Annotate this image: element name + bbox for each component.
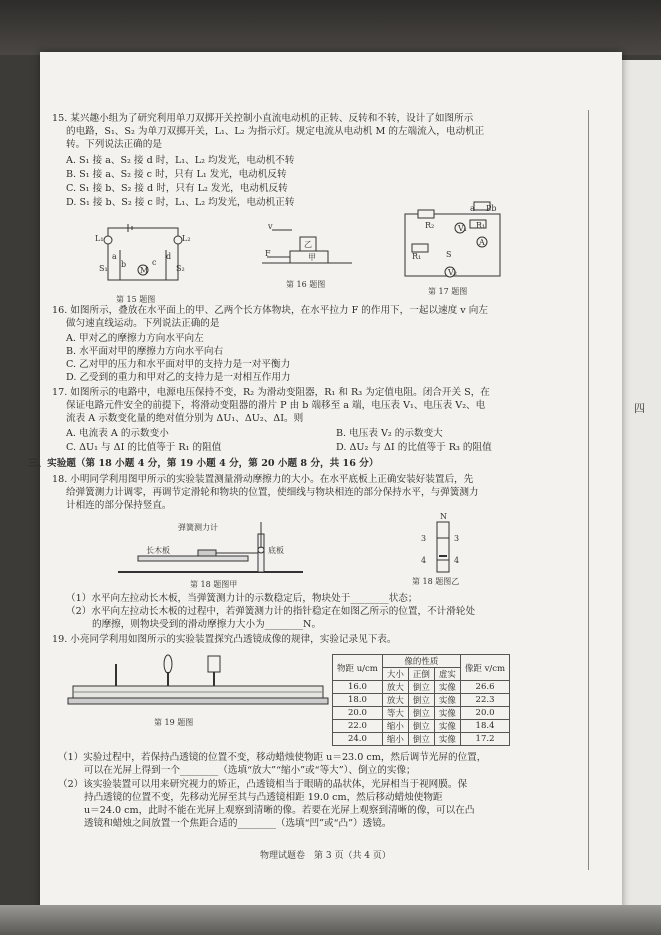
q19-data-table bbox=[332, 654, 510, 746]
q17-option-d: D. ΔU₂ 与 ΔI 的比值等于 R₃ 的阻值 bbox=[336, 442, 492, 453]
fig18b-label-n: N bbox=[440, 512, 447, 521]
q17-line3: 流表 A 示数变化量的绝对值分别为 ΔU₁、ΔU₂、ΔI。则 bbox=[66, 413, 304, 424]
fig15-label-s2: S₂ bbox=[176, 264, 185, 273]
fig17-label-a: a bbox=[470, 204, 475, 213]
page-binding-line bbox=[588, 110, 589, 870]
fig17-caption: 第 17 题图 bbox=[428, 287, 468, 296]
q17-line1: 17. 如图所示的电路中，电源电压保持不变，R₂ 为滑动变阻器，R₁ 和 R₃ 为定值电阻。闭合开关 S，在 bbox=[52, 387, 490, 398]
photo-shadow-bottom bbox=[0, 905, 661, 935]
table-row bbox=[333, 720, 510, 733]
fig15-label-m: M bbox=[140, 266, 149, 275]
fig18b-tick-4-right: 4 bbox=[454, 556, 460, 565]
table-header-size: 大小 bbox=[382, 668, 408, 681]
fig18b-caption: 第 18 题图乙 bbox=[412, 577, 460, 586]
fig18b-tick-3-left: 3 bbox=[421, 534, 427, 543]
q16-option-a: A. 甲对乙的摩擦力方向水平向左 bbox=[66, 333, 204, 344]
fig18a-caption: 第 18 题图甲 bbox=[190, 580, 238, 589]
table-row bbox=[333, 681, 510, 694]
fig16-label-yi: 乙 bbox=[304, 240, 312, 249]
q19-sub1: （1）实验过程中，若保持凸透镜的位置不变，移动蜡烛使物距 u＝23.0 cm，然后调节光屏的位置， bbox=[58, 752, 487, 763]
table-cell: 26.6 bbox=[460, 681, 509, 694]
fig17-label-r1: R₁ bbox=[412, 252, 422, 261]
fig18b-tick-4-left: 4 bbox=[421, 556, 427, 565]
q15-option-b: B. S₁ 接 a、S₂ 接 c 时，只有 L₁ 发光，电动机反转 bbox=[66, 169, 287, 180]
section-heading: 三、实验题（第 18 小题 4 分，第 19 小题 4 分，第 20 小题 8 分，共 16 分） bbox=[28, 458, 379, 469]
fig17-label-r3: R₁ bbox=[476, 221, 486, 230]
fig15-label-s1: S₁ bbox=[99, 264, 108, 273]
table-cell: 实像 bbox=[434, 707, 460, 720]
q18-line2: 给弹簧测力计调零，再调节定滑轮和物块的位置，使细线与物块相连的部分保持水平，与弹簧测力 bbox=[66, 487, 479, 498]
q18-sub2b: 的摩擦，则物块受到的滑动摩擦力大小为________N。 bbox=[92, 619, 322, 630]
fig18b-tick-3-right: 3 bbox=[454, 534, 460, 543]
table-cell: 放大 bbox=[382, 694, 408, 707]
q17-option-a: A. 电流表 A 的示数变小 bbox=[66, 428, 169, 439]
fig16-label-f: F bbox=[265, 249, 271, 258]
fig17-label-v1: V₁ bbox=[458, 224, 467, 233]
fig15-label-l1: L₁ bbox=[95, 234, 104, 243]
table-cell: 22.3 bbox=[460, 694, 509, 707]
q15-line2: 的电路，S₁、S₂ 为单刀双掷开关，L₁、L₂ 为指示灯。规定电流从电动机 M 的左端流入，电动机正 bbox=[66, 126, 485, 137]
table-cell: 倒立 bbox=[408, 733, 434, 746]
fig18a-label-base: 底板 bbox=[268, 546, 284, 555]
fig15-caption: 第 15 题图 bbox=[116, 295, 156, 304]
adjacent-page-edge bbox=[622, 60, 661, 910]
fig17-label-s: S bbox=[446, 250, 452, 259]
q16-option-b: B. 水平面对甲的摩擦力方向水平向右 bbox=[66, 346, 224, 357]
fig15-label-a: a bbox=[112, 252, 117, 261]
q16-line1: 16. 如图所示，叠放在水平面上的甲、乙两个长方体物块，在水平拉力 F 的作用下，一起以速度 v 向左 bbox=[52, 305, 488, 316]
table-header-object-distance: 物距 u/cm bbox=[333, 655, 383, 681]
table-cell: 倒立 bbox=[408, 694, 434, 707]
fig15-label-l2: L₂ bbox=[182, 234, 191, 243]
q17-line2: 保证电路元件安全的前提下，将滑动变阻器的滑片 P 由 b 端移至 a 端，电压表 V₁、电压表 V₂、电 bbox=[66, 400, 486, 411]
table-cell: 实像 bbox=[434, 720, 460, 733]
q15-option-d: D. S₁ 接 b、S₂ 接 c 时，L₁、L₂ 均发光，电动机正转 bbox=[66, 197, 295, 208]
table-row bbox=[333, 707, 510, 720]
table-cell: 20.0 bbox=[333, 707, 383, 720]
q15-line3: 转。下列说法正确的是 bbox=[66, 139, 162, 150]
fig17-label-v2: V₂ bbox=[448, 268, 457, 277]
page-footer: 物理试题卷 第 3 页（共 4 页） bbox=[260, 851, 391, 861]
q17-option-c: C. ΔU₁ 与 ΔI 的比值等于 R₁ 的阻值 bbox=[66, 442, 222, 453]
table-cell: 实像 bbox=[434, 681, 460, 694]
fig15-label-b: b bbox=[121, 260, 127, 269]
fig17-label-ammeter: A bbox=[479, 238, 485, 247]
q19-sub2: （2）该实验装置可以用来研究视力的矫正，凸透镜相当于眼睛的晶状体，光屏相当于视网膜。保 bbox=[58, 779, 468, 790]
table-cell: 24.0 bbox=[333, 733, 383, 746]
table-cell: 实像 bbox=[434, 694, 460, 707]
table-cell: 17.2 bbox=[460, 733, 509, 746]
table-header-image-nature: 像的性质 bbox=[382, 655, 460, 668]
table-row bbox=[333, 694, 510, 707]
q18-line1: 18. 小明同学利用图甲所示的实验装置测量滑动摩擦力的大小。在水平底板上正确安装好装置后，先 bbox=[52, 474, 474, 485]
table-header-image-distance: 像距 v/cm bbox=[460, 655, 509, 681]
q16-option-d: D. 乙受到的重力和甲对乙的支持力是一对相互作用力 bbox=[66, 372, 291, 383]
fig16-caption: 第 16 题图 bbox=[286, 280, 326, 289]
q15-option-a: A. S₁ 接 a、S₂ 接 d 时，L₁、L₂ 均发光，电动机不转 bbox=[66, 155, 295, 166]
q19-line1: 19. 小亮同学利用如图所示的实验装置探究凸透镜成像的规律，实验记录见下表。 bbox=[52, 634, 397, 645]
table-cell: 18.0 bbox=[333, 694, 383, 707]
q16-line2: 做匀速直线运动。下列说法正确的是 bbox=[66, 318, 220, 329]
table-row bbox=[333, 733, 510, 746]
q18-sub2: （2）水平向左拉动长木板的过程中，若弹簧测力计的指针稳定在如图乙所示的位置，不计滑轮处 bbox=[66, 606, 476, 617]
table-cell: 20.0 bbox=[460, 707, 509, 720]
q18-sub1: （1）水平向左拉动长木板，当弹簧测力计的示数稳定后，物块处于________状态； bbox=[66, 593, 418, 604]
margin-character: 四 bbox=[634, 402, 645, 415]
fig18a-label-spring-scale: 弹簧测力计 bbox=[178, 523, 218, 532]
table-header-orientation: 正倒 bbox=[408, 668, 434, 681]
q16-option-c: C. 乙对甲的压力和水平面对甲的支持力是一对平衡力 bbox=[66, 359, 291, 370]
q15-line1: 15. 某兴趣小组为了研究利用单刀双掷开关控制小直流电动机的正转、反转和不转，设计了如图所示 bbox=[52, 113, 474, 124]
q19-sub1b: 可以在光屏上得到一个________（选填“放大”“缩小”或“等大”）、倒立的实像； bbox=[84, 765, 416, 776]
q19-sub2d: 透镜和蜡烛之间放置一个焦距合适的________（选填“凹”或“凸”）透镜。 bbox=[84, 818, 392, 829]
table-cell: 倒立 bbox=[408, 681, 434, 694]
table-header-real-virtual: 虚实 bbox=[434, 668, 460, 681]
table-cell: 缩小 bbox=[382, 733, 408, 746]
fig19-caption: 第 19 题图 bbox=[154, 718, 194, 727]
table-cell: 16.0 bbox=[333, 681, 383, 694]
q15-option-c: C. S₁ 接 b、S₂ 接 d 时，只有 L₂ 发光，电动机反转 bbox=[66, 183, 288, 194]
photo-shadow-top bbox=[0, 0, 661, 55]
fig17-label-r2: R₂ bbox=[425, 221, 435, 230]
q17-option-b: B. 电压表 V₂ 的示数变大 bbox=[336, 428, 443, 439]
table-cell: 等大 bbox=[382, 707, 408, 720]
table-cell: 放大 bbox=[382, 681, 408, 694]
q19-sub2b: 持凸透镜的位置不变，先移动光屏至其与凸透镜相距 19.0 cm，然后移动蜡烛使物距 bbox=[84, 792, 443, 803]
table-cell: 实像 bbox=[434, 733, 460, 746]
fig16-label-jia: 甲 bbox=[308, 253, 316, 262]
table-cell: 缩小 bbox=[382, 720, 408, 733]
figure-18b-scale bbox=[428, 518, 458, 574]
fig16-label-v: v bbox=[268, 222, 273, 231]
q19-sub2c: u＝24.0 cm，此时不能在光屏上观察到清晰的像。若要在光屏上观察到清晰的像，可以在凸 bbox=[84, 805, 475, 816]
table-cell: 18.4 bbox=[460, 720, 509, 733]
figure-19-optical-bench bbox=[68, 650, 328, 715]
q18-line3: 计相连的部分保持竖直。 bbox=[66, 500, 172, 511]
fig15-label-c: c bbox=[152, 258, 157, 267]
table-cell: 倒立 bbox=[408, 707, 434, 720]
fig17-label-pb: Pb bbox=[486, 204, 497, 213]
fig15-label-d: d bbox=[166, 252, 172, 261]
table-cell: 倒立 bbox=[408, 720, 434, 733]
table-cell: 22.0 bbox=[333, 720, 383, 733]
fig18a-label-board: 长木板 bbox=[146, 546, 170, 555]
